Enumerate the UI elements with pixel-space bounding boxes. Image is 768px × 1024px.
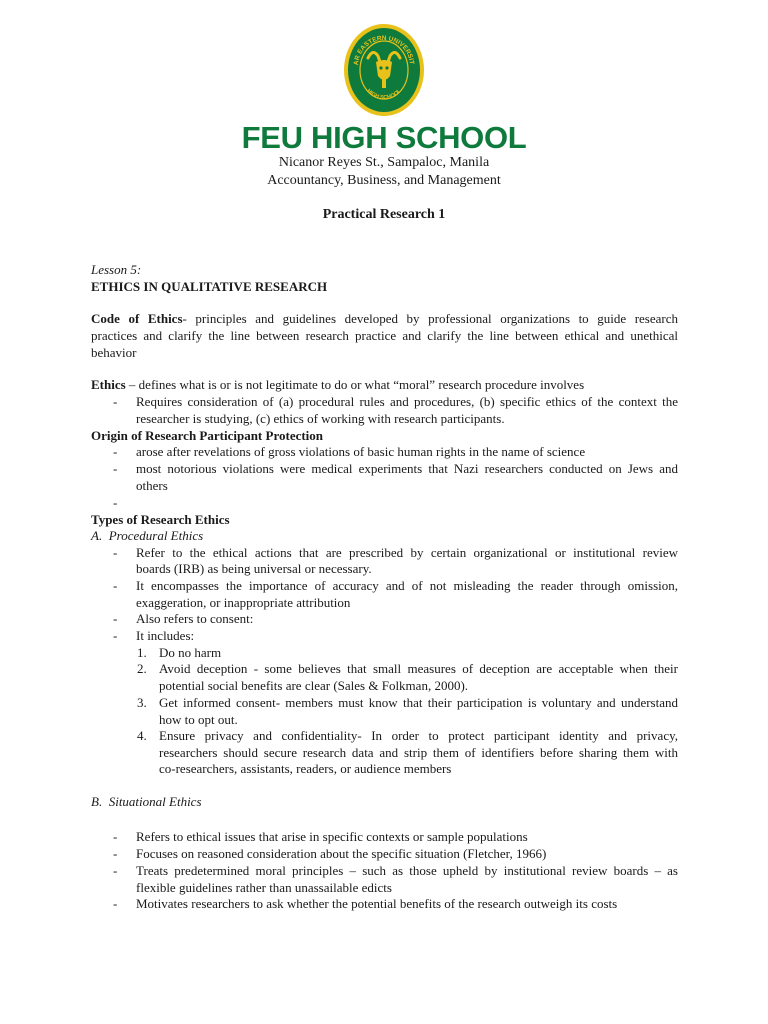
list-item: Requires consideration of (a) procedural rules and procedures, (b) specific ethics of the context the	[136, 394, 678, 409]
numbered-marker: 4.	[137, 728, 147, 743]
code-of-ethics-line-2: practices and clarify the line between research practice and clarify the line between ethical and unethical	[91, 328, 678, 343]
numbered-marker: 3.	[137, 695, 147, 710]
numbered-item-cont: how to opt out.	[159, 712, 238, 727]
bullet-dash: -	[113, 545, 118, 560]
bullet-dash: -	[113, 863, 118, 878]
list-item: Refers to ethical issues that arise in specific contexts or sample populations	[136, 829, 528, 844]
numbered-marker: 2.	[137, 661, 147, 676]
bullet-dash: -	[113, 611, 118, 626]
ethics-definition: Ethics – defines what is or is not legitimate to do or what “moral” research procedure involves	[91, 377, 585, 392]
numbered-item-cont: co-researchers, assistants, readers, or audience members	[159, 761, 452, 776]
bullet-dash: -	[113, 628, 118, 643]
origin-heading: Origin of Research Participant Protection	[91, 428, 324, 443]
school-name: FEU HIGH SCHOOL	[241, 120, 527, 155]
lesson-title: ETHICS IN QUALITATIVE RESEARCH	[91, 279, 328, 294]
procedural-ethics-heading: A. Procedural Ethics	[91, 528, 204, 543]
logo-arc-bottom: HIGH SCHOOL	[365, 88, 403, 101]
numbered-item: Ensure privacy and confidentiality- In order to protect participant identity and privacy,	[159, 728, 678, 743]
bullet-dash: -	[113, 461, 118, 476]
list-item: Also refers to consent:	[136, 611, 254, 626]
bullet-dash: -	[113, 495, 118, 510]
numbered-marker: 1.	[137, 645, 147, 660]
numbered-item: Avoid deception - some believes that small measures of deception are acceptable when their	[159, 661, 678, 676]
list-item-cont: researcher is studying, (c) ethics of working with research participants.	[136, 411, 505, 426]
bullet-dash: -	[113, 444, 118, 459]
course-title: Practical Research 1	[322, 207, 446, 222]
list-item: Treats predetermined moral principles – such as those upheld by institutional review boards – as	[136, 863, 678, 878]
bullet-dash: -	[113, 829, 118, 844]
bullet-dash: -	[113, 846, 118, 861]
list-item: Motivates researchers to ask whether the potential benefits of the research outweigh its costs	[136, 896, 618, 911]
list-item-cont: boards (IRB) as being universal or necessary.	[136, 561, 372, 576]
types-heading: Types of Research Ethics	[91, 512, 230, 527]
code-of-ethics-term: Code of Ethics	[91, 311, 183, 326]
numbered-item-cont: potential social benefits are clear (Sales & Folkman, 2000).	[159, 678, 469, 693]
list-item: Refer to the ethical actions that are prescribed by certain organizational or institutional review	[136, 545, 678, 560]
bullet-dash: -	[113, 896, 118, 911]
code-of-ethics-line-3: behavior	[91, 345, 137, 360]
list-item-cont: others	[136, 478, 168, 493]
list-item-cont: flexible guidelines rather than unassailable edicts	[136, 880, 392, 895]
feu-seal-logo	[343, 22, 425, 118]
strand-name: Accountancy, Business, and Management	[267, 173, 501, 188]
list-item: It includes:	[136, 628, 195, 643]
list-item: arose after revelations of gross violations of basic human rights in the name of science	[136, 444, 586, 459]
numbered-item: Do no harm	[159, 645, 222, 660]
bullet-dash: -	[113, 394, 118, 409]
code-of-ethics-line-1: Code of Ethics- principles and guidelines developed by professional organizations to guide research	[91, 311, 678, 326]
bullet-dash: -	[113, 578, 118, 593]
numbered-item: Get informed consent- members must know that their participation is voluntary and understand	[159, 695, 678, 710]
ethics-term: Ethics	[91, 377, 126, 392]
situational-ethics-heading: B. Situational Ethics	[91, 794, 202, 809]
school-address: Nicanor Reyes St., Sampaloc, Manila	[278, 155, 490, 170]
lesson-label: Lesson 5:	[91, 262, 142, 277]
list-item-cont: exaggeration, or inappropriate attribution	[136, 595, 351, 610]
numbered-item-cont: researchers should secure research data and strip them of identifiers before sharing them with	[159, 745, 678, 760]
list-item: Focuses on reasoned consideration about the specific situation (Fletcher, 1966)	[136, 846, 547, 861]
list-item: most notorious violations were medical experiments that Nazi researchers conducted on Jews and	[136, 461, 678, 476]
list-item: It encompasses the importance of accuracy and of not misleading the reader through omission,	[136, 578, 678, 593]
logo-arc-top: AR EASTERN UNIVERSIT	[352, 34, 415, 66]
